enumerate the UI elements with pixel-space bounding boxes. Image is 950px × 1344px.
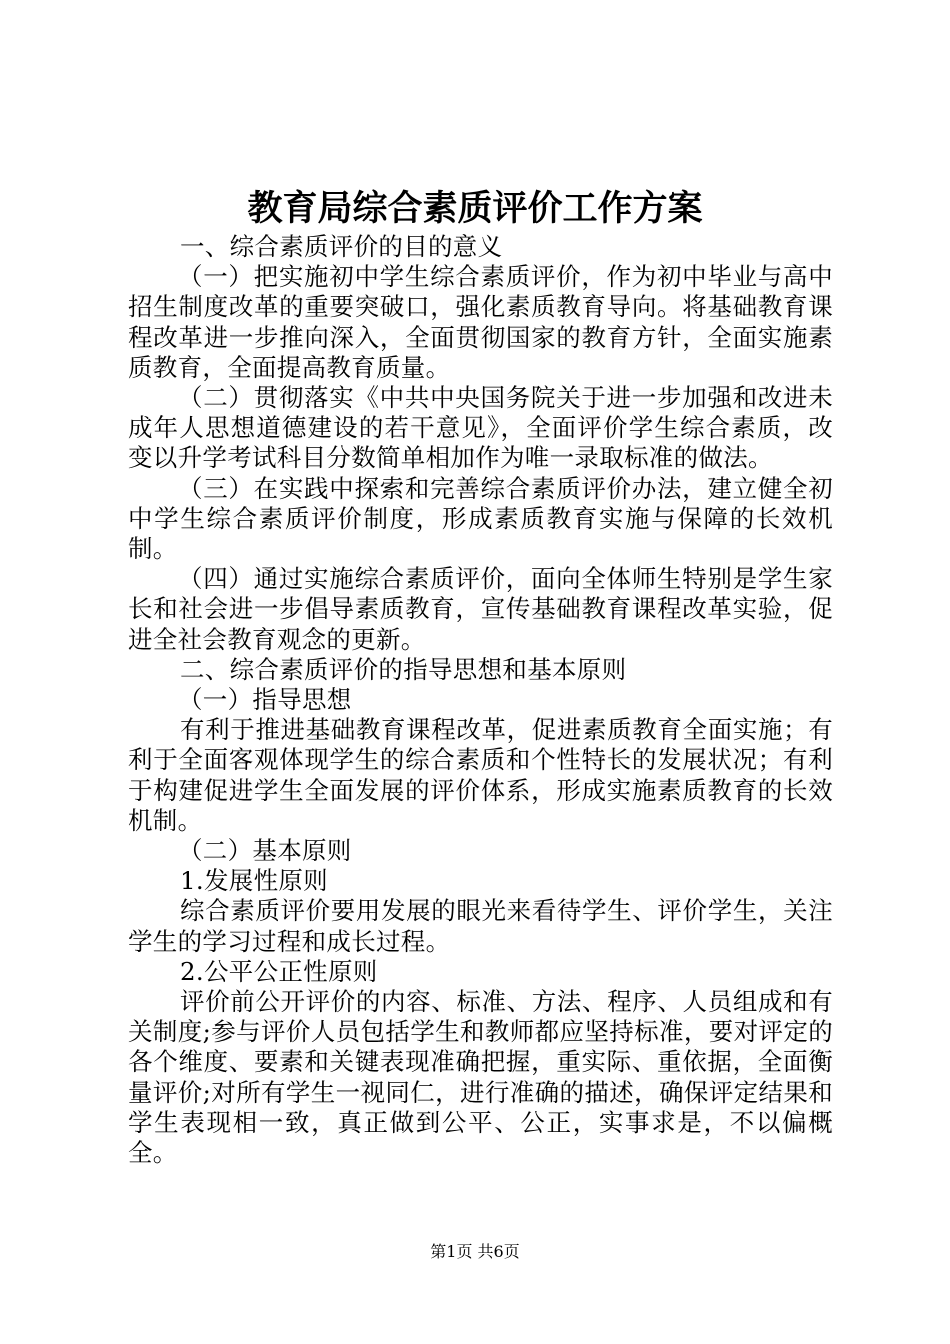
page-footer: 第1页 共6页 <box>430 1242 520 1261</box>
paragraph-4: （四）通过实施综合素质评价，面向全体师生特别是学生家长和社会进一步倡导素质教育，宣传基础教育课程改革实验，促进全社会教育观念的更新。 <box>128 564 833 654</box>
section-heading-2: 二、综合素质评价的指导思想和基本原则 <box>180 654 627 684</box>
subheading-basic-principles: （二）基本原则 <box>178 836 352 866</box>
document-body <box>128 232 833 1168</box>
principle-1-heading: 1.发展性原则 <box>180 866 328 896</box>
section-heading-1: 一、综合素质评价的目的意义 <box>180 232 503 261</box>
paragraph-guiding-thought: 有利于推进基础教育课程改革，促进素质教育全面实施；有利于全面客观体现学生的综合素质和个性特长的发展状况；有利于构建促进学生全面发展的评价体系，形成实施素质教育的长效机制。 <box>128 715 833 835</box>
principle-1-text: 综合素质评价要用发展的眼光来看待学生、评价学生，关注学生的学习过程和成长过程。 <box>128 896 833 956</box>
paragraph-2: （二）贯彻落实《中共中央国务院关于进一步加强和改进未成年人思想道德建设的若干意见》，全面评价学生综合素质，改变以升学考试科目分数简单相加作为唯一录取标准的做法。 <box>128 383 833 473</box>
document-title: 教育局综合素质评价工作方案 <box>247 188 703 229</box>
paragraph-1: （一）把实施初中学生综合素质评价，作为初中毕业与高中招生制度改革的重要突破口，强化素质教育导向。将基础教育课程改革进一步推向深入，全面贯彻国家的教育方针，全面实施素质教育，全面提高教育质量。 <box>128 262 833 382</box>
subheading-guiding-thought: （一）指导思想 <box>178 685 352 715</box>
principle-2-text: 评价前公开评价的内容、标准、方法、程序、人员组成和有关制度;参与评价人员包括学生和教师都应坚持标准，要对评定的各个维度、要素和关键表现准确把握，重实际、重依据，全面衡量评价;对所有学生一视同仁，进行准确的描述，确保评定结果和学生表现相一致，真正做到公平、公正，实事求是，不以偏概全。 <box>128 987 833 1168</box>
principle-2-heading: 2.公平公正性原则 <box>180 956 378 986</box>
paragraph-3: （三）在实践中探索和完善综合素质评价办法，建立健全初中学生综合素质评价制度，形成素质教育实施与保障的长效机制。 <box>128 473 833 564</box>
